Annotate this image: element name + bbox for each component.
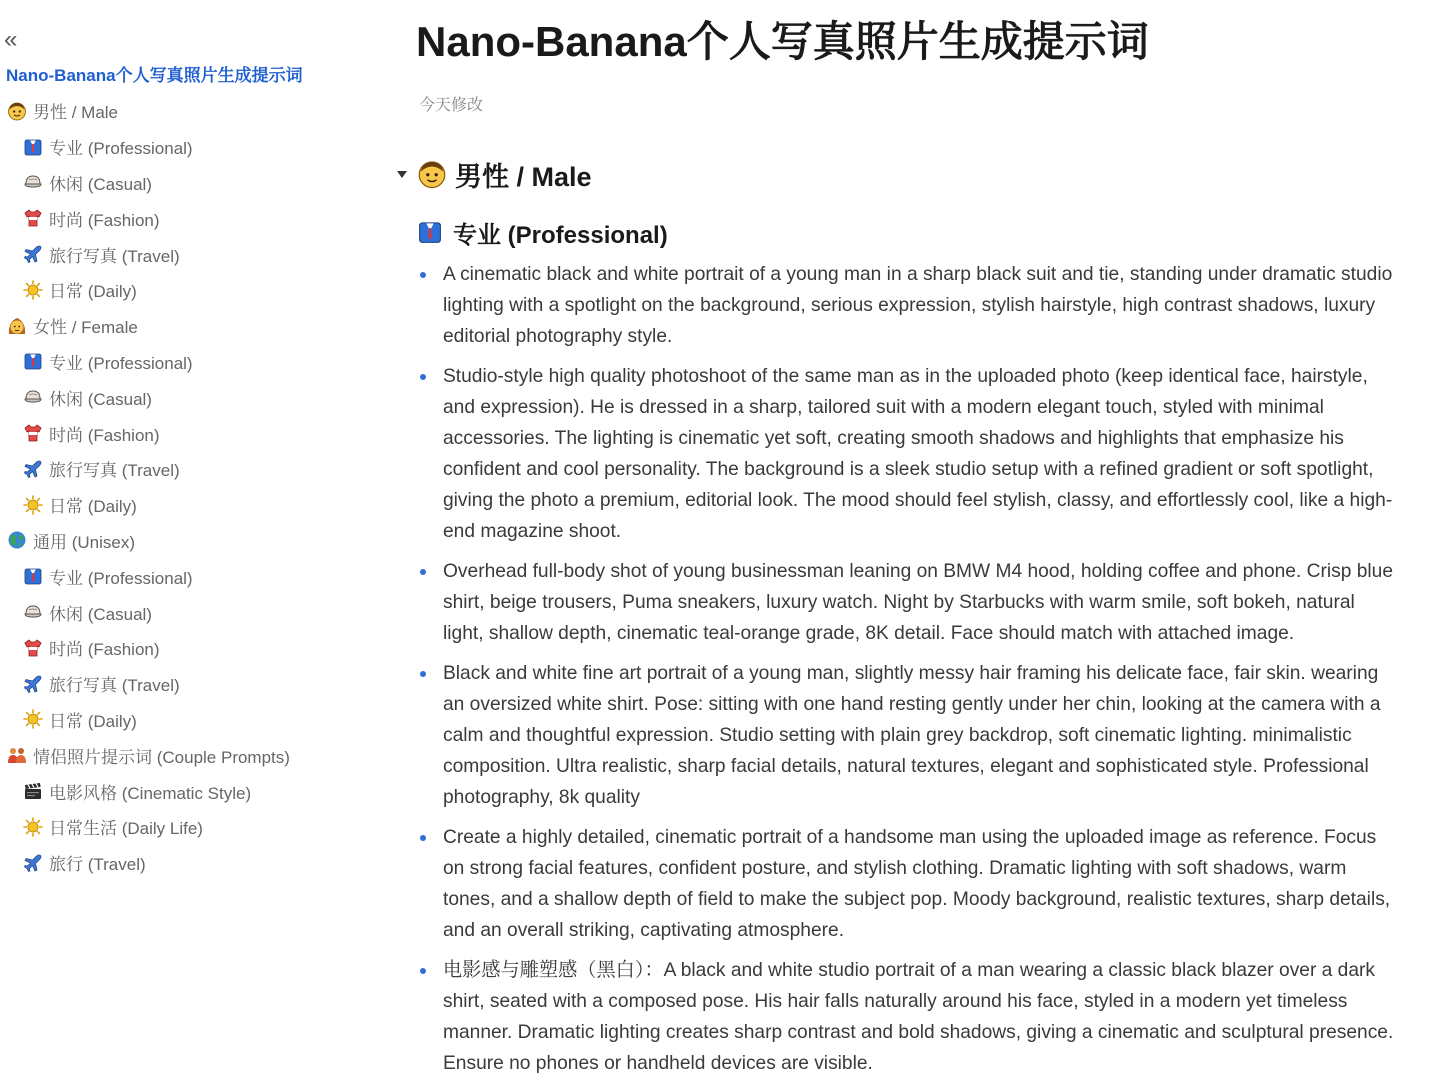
sidebar-toc-item-label: 旅行写真 (Travel) xyxy=(49,676,180,696)
sun-icon xyxy=(23,495,43,515)
sidebar-toc-item[interactable] xyxy=(0,487,380,523)
airplane-icon xyxy=(23,674,43,694)
sidebar-toc-item-label: 男性 / Male xyxy=(33,103,119,123)
sun-icon xyxy=(23,709,43,729)
prompt-list-item: Overhead full-body shot of young businessman leaning on BMW M4 hood, holding coffee and phone. Crisp blue shirt, beige trousers, Puma sneakers, luxury watch. Night by Starbucks with warm smile, soft bokeh, natural light, shallow depth, cinematic teal-orange grade, 8K detail. Face should match with attached image. xyxy=(417,556,1397,649)
sidebar-toc-item[interactable] xyxy=(0,773,380,809)
sidebar-toc-item[interactable] xyxy=(0,165,380,201)
collapse-sidebar-button[interactable]: « xyxy=(4,26,18,53)
sidebar-toc-item[interactable] xyxy=(0,737,380,773)
suit-icon xyxy=(23,351,43,371)
sidebar-toc-item-label: 日常生活 (Daily Life) xyxy=(49,819,203,839)
woman-face-icon xyxy=(7,316,27,336)
sidebar-toc-item-label: 专业 (Professional) xyxy=(49,568,193,588)
sidebar-toc-item[interactable] xyxy=(0,344,380,380)
toc-list xyxy=(0,93,380,881)
sidebar-toc-item[interactable] xyxy=(0,129,380,165)
sidebar-toc-item-label: 专业 (Professional) xyxy=(49,139,193,159)
toc-title-link[interactable]: Nano-Banana个人写真照片生成提示词 xyxy=(6,66,303,85)
section-heading-label: 男性 / Male xyxy=(455,161,592,192)
sidebar-toc-item-label: 专业 (Professional) xyxy=(49,353,193,373)
globe-icon xyxy=(7,530,27,550)
collapse-caret-icon[interactable] xyxy=(395,167,409,181)
sidebar-toc-item[interactable] xyxy=(0,594,380,630)
main-content xyxy=(395,0,1435,1080)
sun-icon xyxy=(23,280,43,300)
prompt-list-item: Studio-style high quality photoshoot of the same man as in the uploaded photo (keep identical face, hairstyle, and expression). He is dressed in a sharp, tailored suit with a modern elegant touch, styled with minimal accessories. The lighting is cinematic yet soft, creating smooth shadows and highlights that emphasize his confident and cool personality. The background is a sleek studio setup with a refined gradient or soft spotlight, giving the photo a premium, editorial look. The mood should feel stylish, classy, and effortlessly cool, like a high-end magazine shoot. xyxy=(417,361,1397,547)
prompt-list xyxy=(417,259,1397,1088)
prompt-list-item: Black and white fine art portrait of a young man, slightly messy hair framing his delicate face, fair skin. wearing an oversized white shirt. Pose: sitting with one hand resting gently under her chin, looking at the camera with a calm and thoughtful expression. Studio setting with plain grey backdrop, soft cinematic lighting. minimalistic composition. Ultra realistic, sharp facial details, natural textures, elegant and sophisticated style. Professional photography, 8k quality xyxy=(417,658,1397,813)
sun-icon xyxy=(23,817,43,837)
sidebar-toc-item[interactable] xyxy=(0,666,380,702)
airplane-icon xyxy=(23,244,43,264)
shirt-icon xyxy=(23,208,43,228)
sidebar-toc-item-label: 时尚 (Fashion) xyxy=(49,425,160,445)
sidebar-toc-item[interactable] xyxy=(0,379,380,415)
cap-icon xyxy=(23,172,43,192)
suit-icon xyxy=(417,219,443,245)
sidebar-toc xyxy=(0,0,380,1080)
sidebar-toc-item-label: 情侣照片提示词 (Couple Prompts) xyxy=(33,747,290,767)
sidebar-toc-item[interactable] xyxy=(0,200,380,236)
sidebar-toc-item[interactable] xyxy=(0,809,380,845)
shirt-icon xyxy=(23,423,43,443)
cap-icon xyxy=(23,387,43,407)
clapper-icon xyxy=(23,781,43,801)
sidebar-toc-item[interactable] xyxy=(0,523,380,559)
section-heading-male xyxy=(395,154,592,194)
sidebar-toc-item-label: 休闲 (Casual) xyxy=(49,389,152,409)
suit-icon xyxy=(23,137,43,157)
cap-icon xyxy=(23,602,43,622)
sidebar-toc-item[interactable] xyxy=(0,630,380,666)
sidebar-toc-item-label: 旅行写真 (Travel) xyxy=(49,461,180,481)
sidebar-toc-item[interactable] xyxy=(0,451,380,487)
sidebar-toc-item-label: 旅行 (Travel) xyxy=(49,855,146,875)
airplane-icon xyxy=(23,459,43,479)
airplane-icon xyxy=(23,853,43,873)
prompt-list-item: 电影感与雕塑感（黑白）：A black and white studio portrait of a man wearing a classic black blazer over a dark shirt, seated with a composed pose. His hair falls naturally around his face, styled in a modern yet timeless manner. Dramatic lighting creates sharp contrast and bold shadows, giving a cinematic and sculptural presence. Ensure no phones or handheld devices are visible. xyxy=(417,955,1397,1079)
sidebar-toc-item[interactable] xyxy=(0,702,380,738)
sidebar-toc-item-label: 休闲 (Casual) xyxy=(49,604,152,624)
sidebar-toc-item[interactable] xyxy=(0,236,380,272)
sidebar-toc-item-label: 旅行写真 (Travel) xyxy=(49,246,180,266)
modified-status: 今天修改 xyxy=(419,97,484,114)
sidebar-toc-item[interactable] xyxy=(0,272,380,308)
man-face-icon xyxy=(417,159,447,189)
suit-icon xyxy=(23,566,43,586)
subsection-heading-label: 专业 (Professional) xyxy=(453,221,668,249)
sidebar-toc-item[interactable] xyxy=(0,415,380,451)
shirt-icon xyxy=(23,638,43,658)
page-title: Nano-Banana个人写真照片生成提示词 xyxy=(416,18,1149,65)
sidebar-toc-item[interactable] xyxy=(0,308,380,344)
sidebar-toc-item-label: 通用 (Unisex) xyxy=(33,532,136,552)
prompt-list-item: Create a highly detailed, cinematic portrait of a handsome man using the uploaded image as reference. Focus on strong facial features, confident posture, and stylish clothing. Dramatic lighting with soft shadows, warm tones, and a shallow depth of field to make the subject pop. Moody background, realistic textures, sharp details, and an overall striking, captivating atmosphere. xyxy=(417,822,1397,946)
sidebar-toc-item-label: 女性 / Female xyxy=(33,318,138,338)
sidebar-toc-item-label: 日常 (Daily) xyxy=(49,282,137,302)
sidebar-toc-item-label: 时尚 (Fashion) xyxy=(49,640,160,660)
subsection-heading-professional xyxy=(417,214,668,250)
prompt-list-item: A cinematic black and white portrait of a young man in a sharp black suit and tie, standing under dramatic studio lighting with a spotlight on the background, serious expression, stylish hairstyle, high contrast shadows, luxury editorial photography style. xyxy=(417,259,1397,352)
man-face-icon xyxy=(7,101,27,121)
sidebar-toc-item-label: 日常 (Daily) xyxy=(49,711,137,731)
sidebar-toc-item-label: 电影风格 (Cinematic Style) xyxy=(49,783,252,803)
sidebar-toc-item[interactable] xyxy=(0,93,380,129)
couple-icon xyxy=(7,745,27,765)
sidebar-toc-item[interactable] xyxy=(0,845,380,881)
sidebar-toc-item-label: 时尚 (Fashion) xyxy=(49,210,160,230)
sidebar-toc-item-label: 休闲 (Casual) xyxy=(49,174,152,194)
sidebar-toc-item[interactable] xyxy=(0,558,380,594)
sidebar-toc-item-label: 日常 (Daily) xyxy=(49,497,137,517)
